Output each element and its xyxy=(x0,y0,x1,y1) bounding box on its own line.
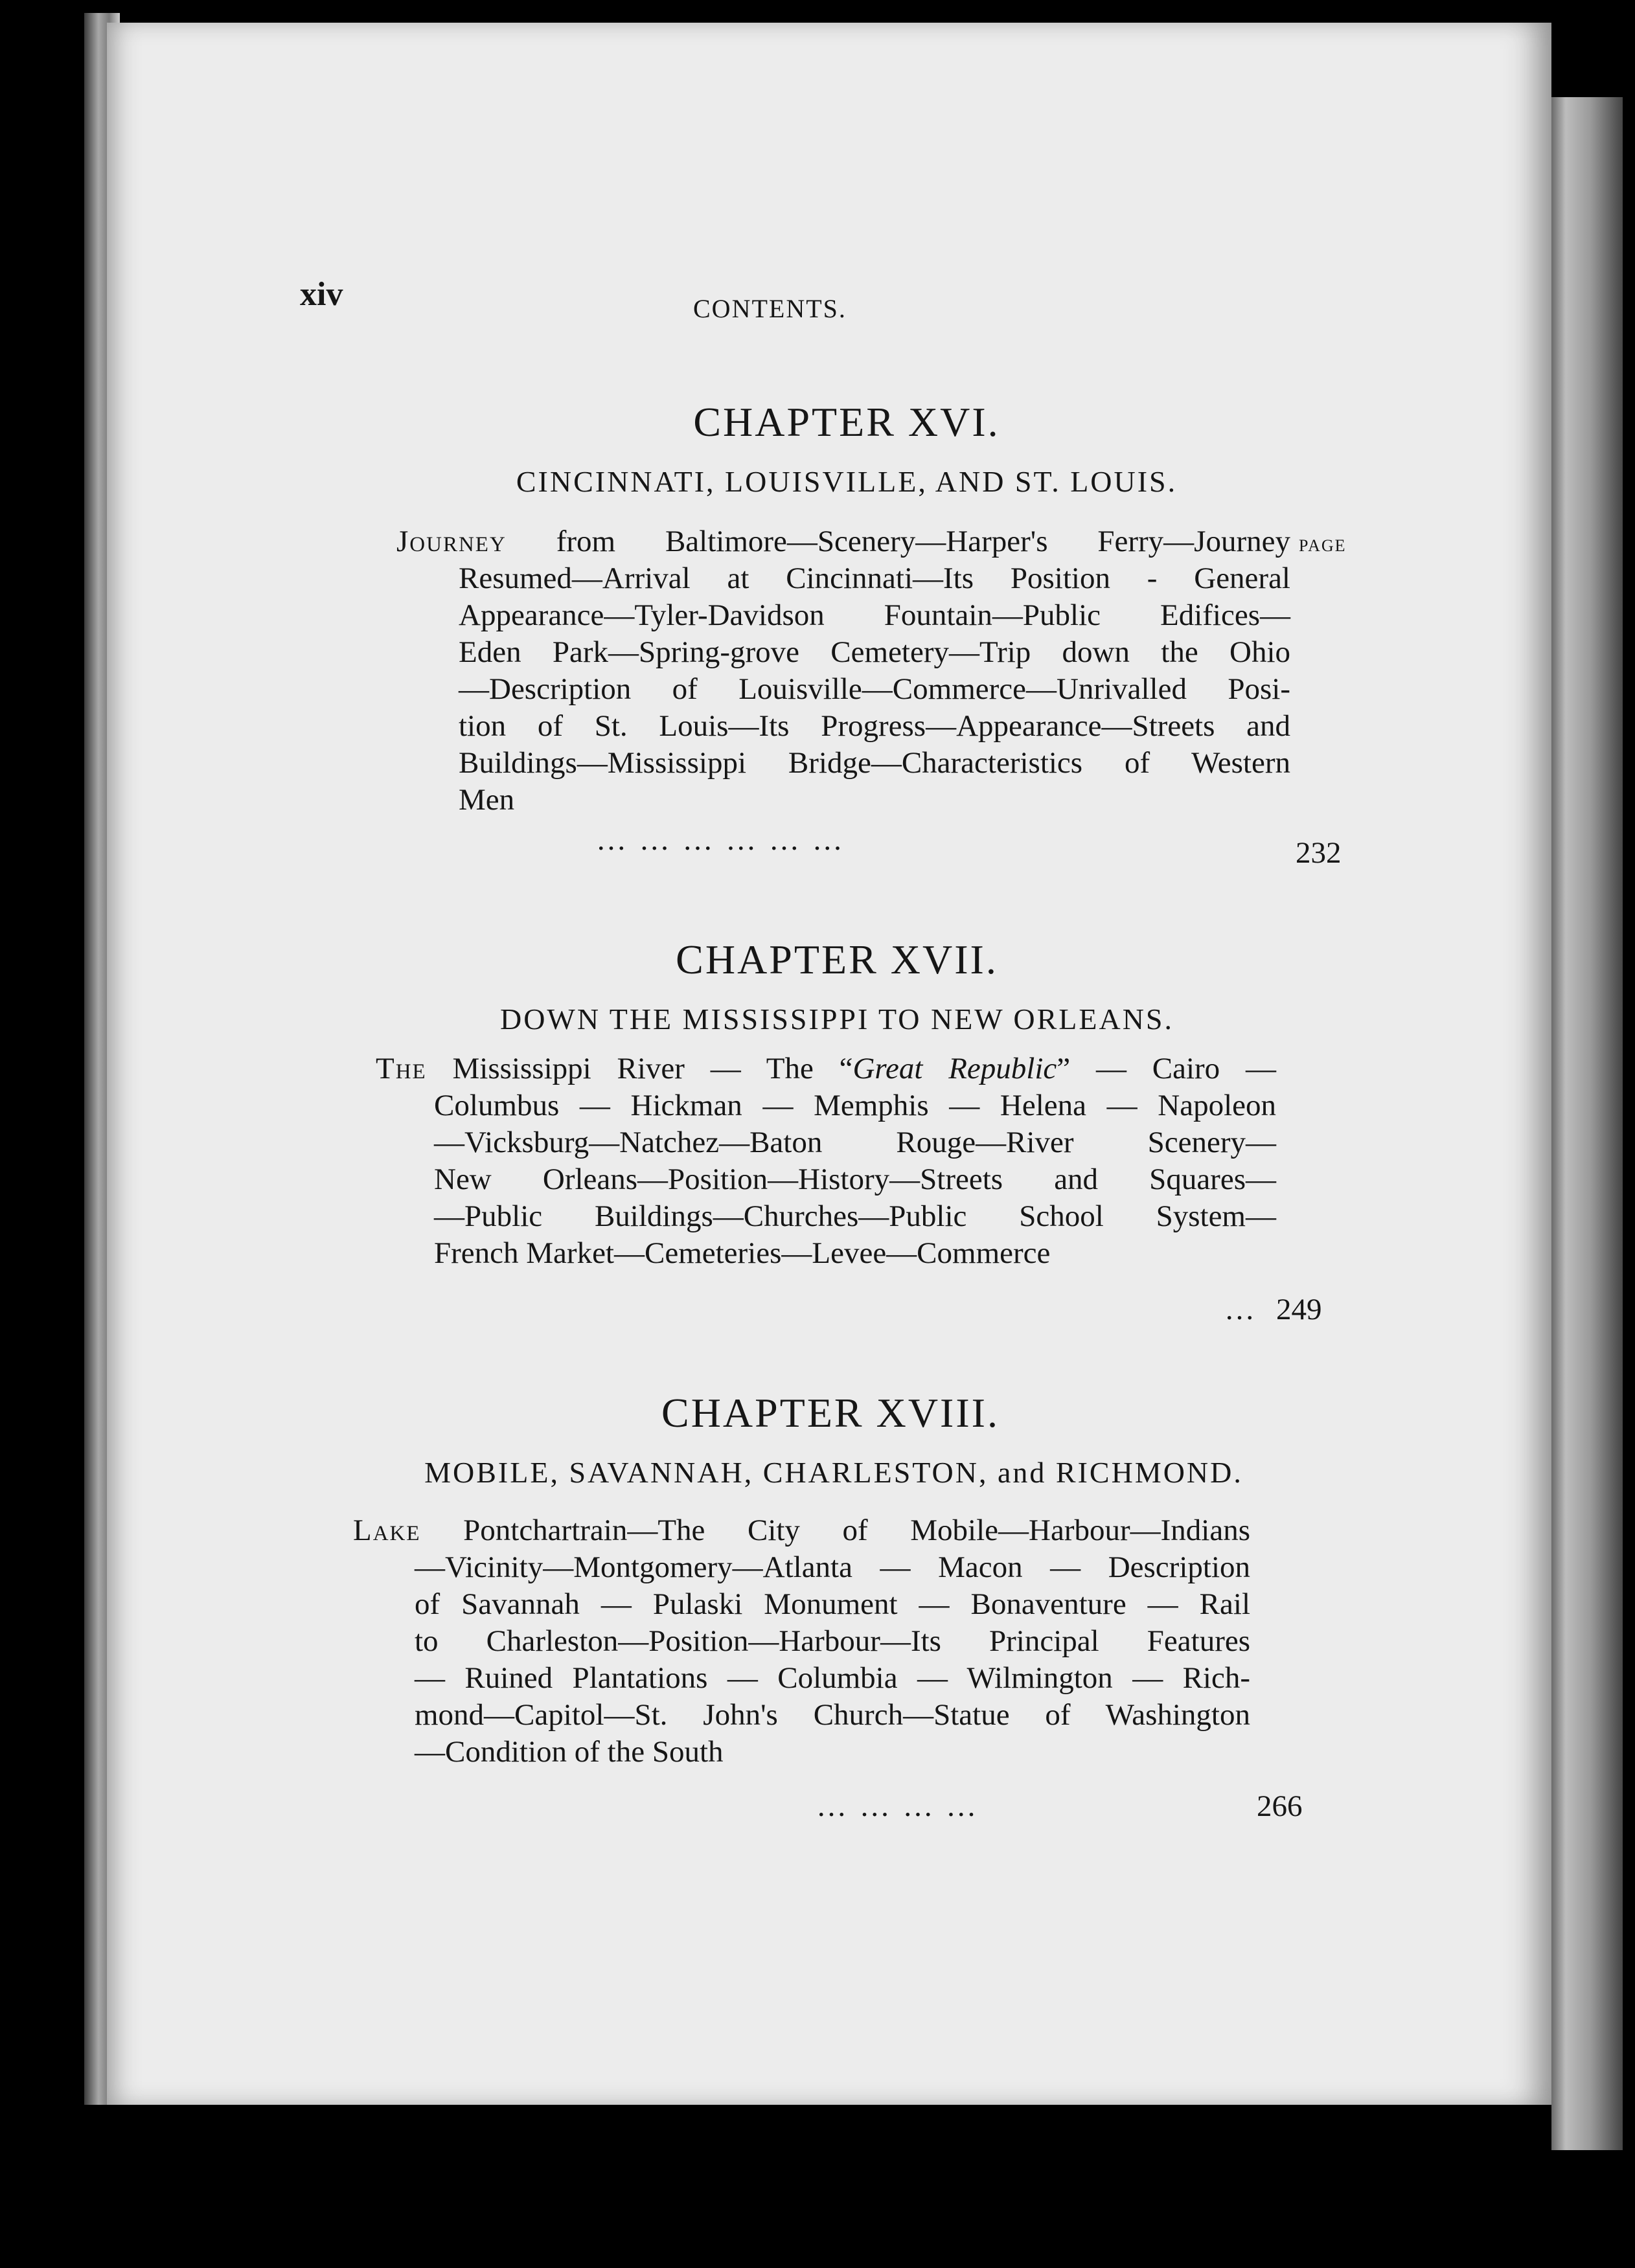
summary-line: Appearance—Tyler-Davidson Fountain—Public Edifices— xyxy=(459,598,1290,632)
summary-lead-word: The xyxy=(376,1052,427,1085)
summary-line: — Ruined Plantations — Columbia — Wilmington — Rich- xyxy=(415,1661,1250,1695)
summary-line: —Condition of the South xyxy=(415,1735,724,1769)
summary-line: Eden Park—Spring-grove Cemetery—Trip down the Ohio xyxy=(459,635,1290,669)
page-number: 249 xyxy=(1276,1293,1322,1326)
summary-lead-word: Lake xyxy=(353,1514,421,1547)
chapter-summary xyxy=(396,523,1290,819)
summary-line: to Charleston—Position—Harbour—Its Principal Features xyxy=(415,1624,1250,1658)
summary-line: of Savannah — Pulaski Monument — Bonaventure — Rail xyxy=(415,1587,1250,1621)
summary-line: Buildings—Mississippi Bridge—Characteristics of Western xyxy=(459,746,1290,780)
italic-title: Great Republic xyxy=(852,1052,1057,1085)
summary-line: mond—Capitol—St. John's Church—Statue of Washington xyxy=(415,1698,1250,1732)
chapter-subtitle: DOWN THE MISSISSIPPI TO NEW ORLEANS. xyxy=(499,1003,1174,1036)
summary-line: Resumed—Arrival at Cincinnati—Its Position - General xyxy=(459,561,1290,595)
chapter-section xyxy=(0,936,1635,1036)
chapter-summary xyxy=(353,1512,1250,1771)
page-number: 266 xyxy=(1257,1789,1303,1823)
page-folio: xiv xyxy=(300,276,343,313)
summary-line: New Orleans—Position—History—Streets and Squares— xyxy=(434,1162,1276,1196)
chapter-subtitle: MOBILE, SAVANNAH, CHARLESTON, and RICHMOND. xyxy=(424,1456,1243,1489)
summary-line: tion of St. Louis—Its Progress—Appearance—Streets and xyxy=(459,709,1290,743)
summary-line: Lake Pontchartrain—The City of Mobile—Harbour—Indians xyxy=(353,1514,1250,1547)
summary-line: —Public Buildings—Churches—Public School System— xyxy=(434,1199,1276,1233)
chapter-section xyxy=(0,1389,1635,1490)
summary-line: Journey from Baltimore—Scenery—Harper's Ferry—Journey xyxy=(396,525,1290,558)
dot-leader: … xyxy=(1224,1293,1257,1326)
chapter-subtitle: CINCINNATI, LOUISVILLE, AND ST. LOUIS. xyxy=(516,465,1178,498)
dot-leader: … … … … … … xyxy=(596,823,845,857)
summary-line: French Market—Cemeteries—Levee—Commerce xyxy=(434,1236,1051,1270)
summary-lead-word: Journey xyxy=(396,525,507,558)
summary-line: Columbus — Hickman — Memphis — Helena — Napoleon xyxy=(434,1089,1276,1122)
chapter-summary xyxy=(376,1050,1276,1272)
page-column-label: PAGE xyxy=(1299,536,1347,555)
summary-line: Men xyxy=(459,783,515,817)
chapter-heading: CHAPTER XVII. xyxy=(676,936,998,982)
summary-line: The Mississippi River — The “Great Republic” — Cairo — xyxy=(376,1052,1276,1085)
summary-line: —Vicinity—Montgomery—Atlanta — Macon — Description xyxy=(415,1550,1250,1584)
chapter-heading: CHAPTER XVI. xyxy=(693,399,1000,445)
chapter-heading: CHAPTER XVIII. xyxy=(661,1390,1000,1436)
chapter-section xyxy=(0,398,1635,499)
summary-line: —Vicksburg—Natchez—Baton Rouge—River Scenery— xyxy=(434,1126,1276,1159)
running-title: CONTENTS. xyxy=(693,294,847,323)
running-head xyxy=(0,275,1635,327)
dot-leader: … … … … xyxy=(816,1789,979,1823)
summary-line: —Description of Louisville—Commerce—Unrivalled Posi- xyxy=(459,672,1290,706)
page-number: 232 xyxy=(1296,836,1342,870)
